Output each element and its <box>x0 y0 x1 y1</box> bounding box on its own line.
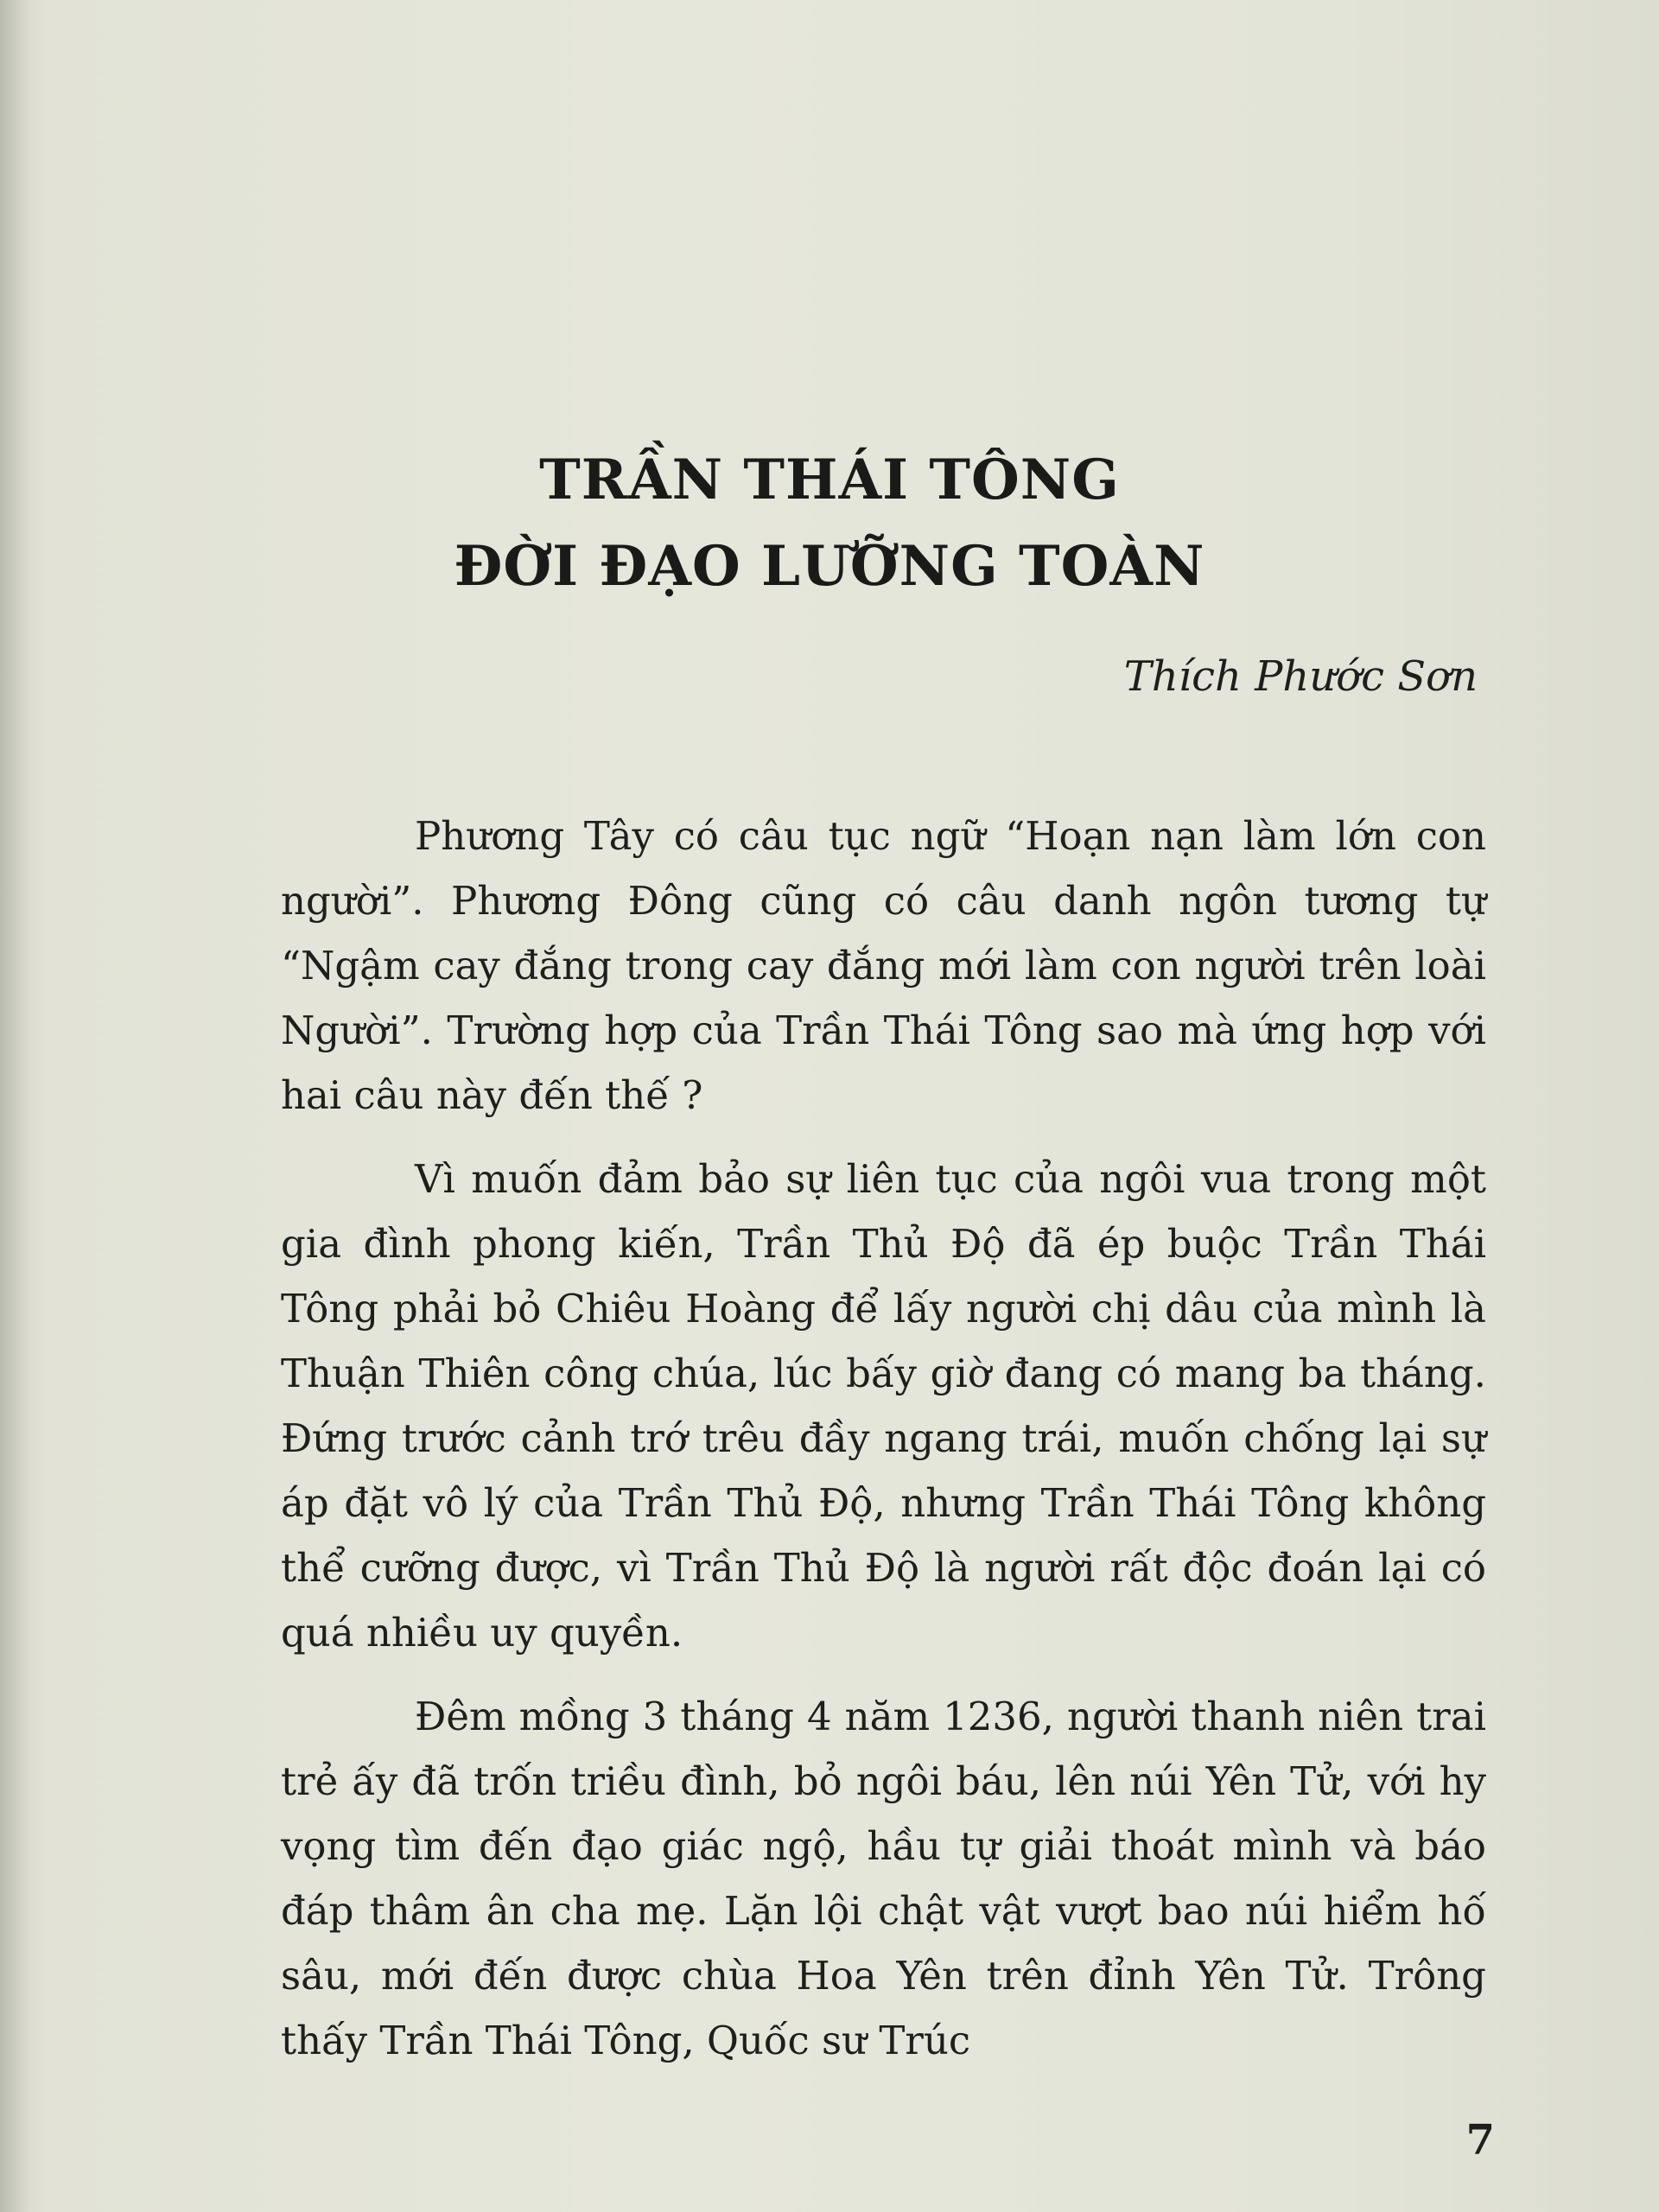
chapter-title-line-2: ĐỜI ĐẠO LƯỠNG TOÀN <box>454 534 1205 599</box>
page-number: 7 <box>1465 2116 1495 2164</box>
paragraph-3: Đêm mồng 3 tháng 4 năm 1236, người thanh niên trai trẻ ấy đã trốn triều đình, bỏ ngôi báu, lên núi Yên Tử, với hy vọng tìm đến đạo giác ngộ, hầu tự giải thoát mình và báo đáp thâm ân cha mẹ. Lặn lội chật vật vượt bao núi hiểm hố sâu, mới đến được chùa Hoa Yên trên đỉnh Yên Tử. Trông thấy Trần Thái Tông, Quốc sư Trúc <box>281 1694 1486 2063</box>
chapter-title-line-1: TRẦN THÁI TÔNG <box>539 448 1120 512</box>
paragraph-2: Vì muốn đảm bảo sự liên tục của ngôi vua trong một gia đình phong kiến, Trần Thủ Độ đã ép buộc Trần Thái Tông phải bỏ Chiêu Hoàng để lấy người chị dâu của mình là Thuận Thiên công chúa, lúc bấy giờ đang có mang ba tháng. Đứng trước cảnh trớ trêu đầy ngang trái, muốn chống lại sự áp đặt vô lý của Trần Thủ Độ, nhưng Trần Thái Tông không thể cưỡng được, vì Trần Thủ Độ là người rất độc đoán lại có quá nhiều uy quyền. <box>281 1156 1486 1656</box>
body-text <box>281 804 1486 2092</box>
page-spine-shadow <box>0 0 29 2212</box>
paragraph-1: Phương Tây có câu tục ngữ “Hoạn nạn làm lớn con người”. Phương Đông cũng có câu danh ngôn tương tự “Ngậm cay đắng trong cay đắng mới làm con người trên loài Người”. Trường hợp của Trần Thái Tông sao mà ứng hợp với hai câu này đến thế ? <box>281 813 1486 1118</box>
author-name: Thích Phước Sơn <box>1123 652 1478 701</box>
